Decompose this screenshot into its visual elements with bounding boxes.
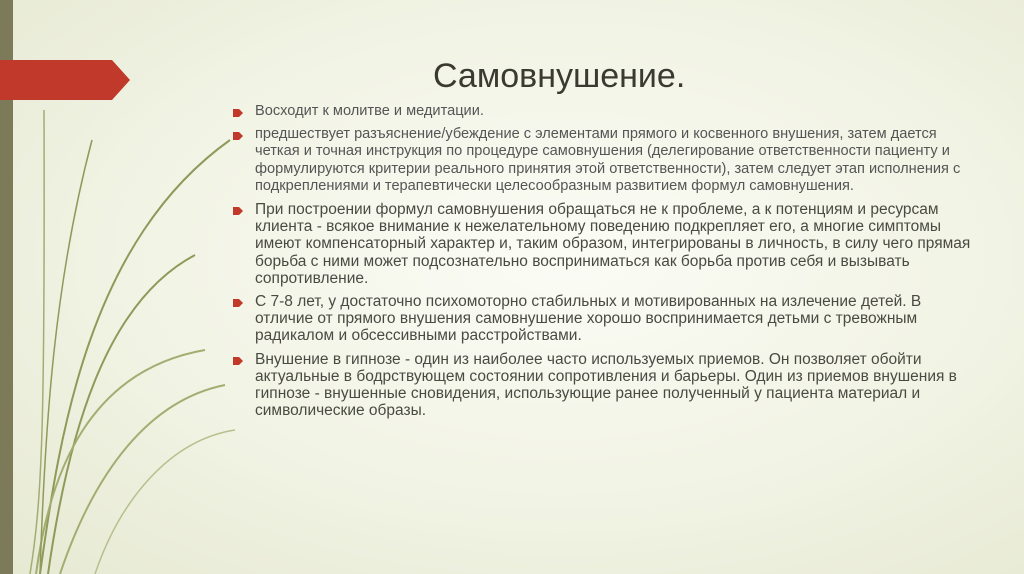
list-item <box>233 293 973 345</box>
bullet-text: При построении формул самовнушения обращаться не к проблеме, а к потенциям и ресурсам клиента - всякое внимание к нежелательному поведению подкрепляет его, а многие симптомы имеют компенсаторный характер и, таким образом, интегрированы в личность, в силу чего прямая борьба с ними может подсознательно восприниматься как борьба против себя и вызывать сопротивление. <box>255 201 971 287</box>
list-item <box>233 103 973 120</box>
decorative-curves <box>0 0 240 574</box>
slide-title: Самовнушение. <box>433 57 686 95</box>
bullet-list <box>233 103 973 425</box>
bullet-arrow-icon <box>233 299 243 307</box>
red-arrow-banner <box>0 60 130 100</box>
bullet-text: предшествует разъяснение/убеждение с элементами прямого и косвенного внушения, затем дается четкая и точная инструкция по процедуре самовнушения (делегирование ответственности пациенту и формулируются критерии реального принятия этой ответственности), затем следует этап исполнения с подкреплениями и терапевтически целесообразным развитием формул самовнушения. <box>255 126 961 194</box>
bullet-text: Внушение в гипнозе - один из наиболее часто используемых приемов. Он позволяет обойти актуальные в бодрствующем состоянии сопротивления и барьеры. Один из приемов внушения в гипнозе - внушенные сновидения, использующие ранее полученный у пациента материал и символические образы. <box>255 350 957 420</box>
list-item <box>233 201 973 287</box>
bullet-arrow-icon <box>233 109 243 117</box>
bullet-arrow-icon <box>233 357 243 365</box>
bullet-text: С 7-8 лет, у достаточно психомоторно стабильных и мотивированных на излечение детей. В отличие от прямого внушения самовнушение хорошо воспринимается детьми с тревожным радикалом и обсессивными расстройствами. <box>255 293 922 345</box>
bullet-arrow-icon <box>233 207 243 215</box>
list-item <box>233 351 973 420</box>
bullet-text: Восходит к молитве и медитации. <box>255 103 484 119</box>
bullet-arrow-icon <box>233 132 243 140</box>
list-item <box>233 126 973 195</box>
